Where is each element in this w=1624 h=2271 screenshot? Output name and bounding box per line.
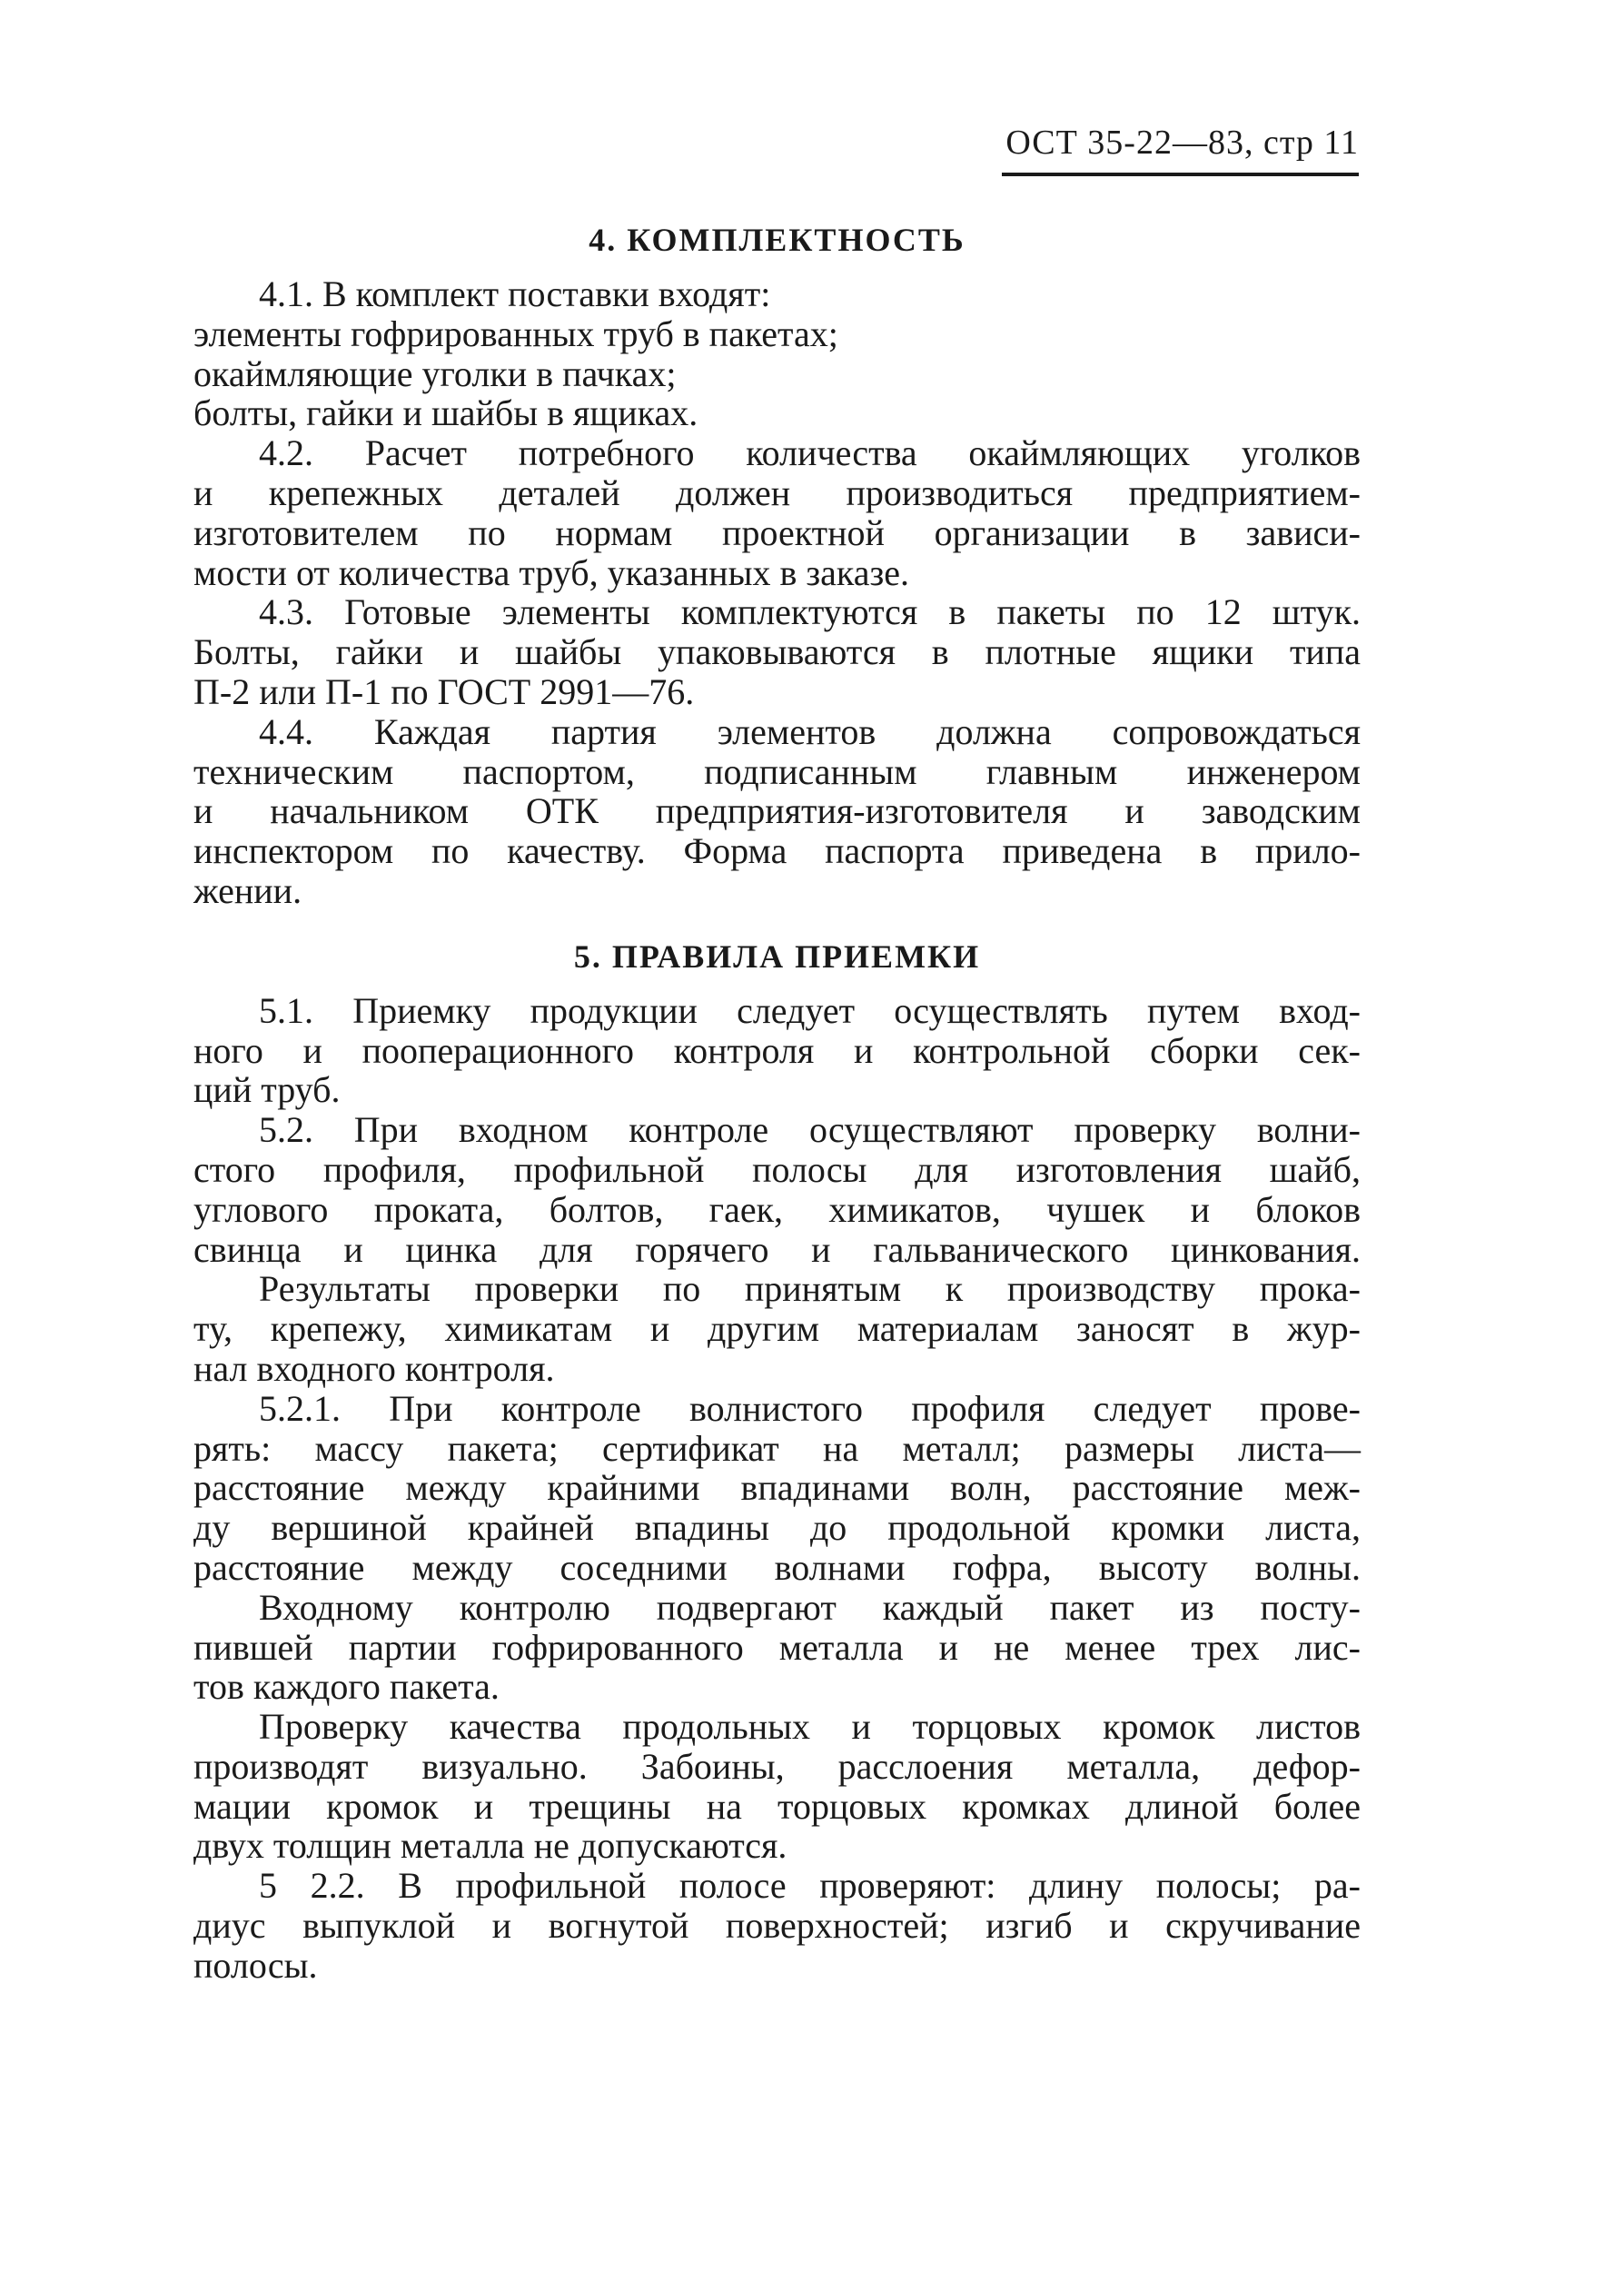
header-underline xyxy=(1002,173,1359,176)
text-line: Болты, гайки и шайбы упаковываются в плотные ящики типа xyxy=(193,631,1361,673)
text-line: изготовителем по нормам проектной организации в зависи- xyxy=(193,511,1361,553)
text-line: болты, гайки и шайбы в ящиках. xyxy=(193,392,698,434)
text-line: ту, крепежу, химикатам и другим материалам заносят в жур- xyxy=(193,1308,1361,1350)
text-line: и крепежных деталей должен производиться предприятием- xyxy=(193,471,1361,513)
text-line: нал входного контроля. xyxy=(193,1347,555,1389)
text-line: Проверку качества продольных и торцовых кромок листов xyxy=(259,1706,1361,1748)
text-line: двух толщин металла не допускаются. xyxy=(193,1825,787,1867)
text-line: 4.3. Готовые элементы комплектуются в пакеты по 12 штук. xyxy=(259,591,1361,633)
text-line: 4.4. Каждая партия элементов должна сопровождаться xyxy=(259,710,1361,752)
section-4-text xyxy=(193,274,1361,911)
document-body xyxy=(193,218,1361,1986)
text-line: тов каждого пакета. xyxy=(193,1666,500,1708)
text-line: мации кромок и трещины на торцовых кромках длиной более xyxy=(193,1785,1361,1827)
text-line: техническим паспортом, подписанным главным инженером xyxy=(193,750,1361,792)
section-5-title: 5. ПРАВИЛА ПРИЕМКИ xyxy=(573,937,981,975)
text-line: стого профиля, профильной полосы для изготовления шайб, xyxy=(193,1148,1361,1190)
text-line: ду вершиной крайней впадины до продольной кромки листа, xyxy=(193,1507,1361,1549)
section-4-title: 4. КОМПЛЕКТНОСТЬ xyxy=(589,222,965,258)
text-line: рять: массу пакета; сертификат на металл; размеры листа— xyxy=(193,1427,1361,1469)
text-line: 4.1. В комплект поставки входят: xyxy=(259,273,771,314)
text-line: 5 2.2. В профильной полосе проверяют: длину полосы; ра- xyxy=(259,1865,1361,1907)
text-line: ного и пооперационного контроля и контрольной сборки сек- xyxy=(193,1029,1361,1071)
text-line: Входному контролю подвергают каждый пакет из посту- xyxy=(259,1586,1361,1628)
text-line: диус выпуклой и вогнутой поверхностей; изгиб и скручивание xyxy=(193,1905,1361,1947)
text-line: расстояние между крайними впадинами волн, расстояние меж- xyxy=(193,1467,1361,1509)
section-5-text xyxy=(193,991,1361,1986)
text-line: П-2 или П-1 по ГОСТ 2991—76. xyxy=(193,670,695,712)
text-line: 5.1. Приемку продукции следует осуществлять путем вход- xyxy=(259,989,1361,1031)
text-line: 5.2.1. При контроле волнистого профиля следует прове- xyxy=(259,1387,1361,1429)
text-line: и начальником ОТК предприятия-изготовителя и заводским xyxy=(193,790,1361,832)
page-header: ОСТ 35-22—83, стр 11 xyxy=(1005,124,1359,162)
text-line: углового проката, болтов, гаек, химикатов, чушек и блоков xyxy=(193,1188,1361,1230)
text-line: жении. xyxy=(193,869,302,911)
text-line: производят визуально. Забоины, расслоения металла, дефор- xyxy=(193,1745,1361,1787)
text-line: 4.2. Расчет потребного количества окаймляющих уголков xyxy=(259,432,1361,474)
text-line: свинца и цинка для горячего и гальванического цинкования. xyxy=(193,1228,1361,1270)
text-line: Результаты проверки по принятым к производству прока- xyxy=(259,1268,1361,1310)
text-line: элементы гофрированных труб в пакетах; xyxy=(193,312,838,354)
text-line: ций труб. xyxy=(193,1069,341,1111)
text-line: расстояние между соседними волнами гофра, высоту волны. xyxy=(193,1546,1361,1588)
text-line: полосы. xyxy=(193,1944,318,1986)
text-line: мости от количества труб, указанных в заказе. xyxy=(193,551,910,593)
text-line: пившей партии гофрированного металла и не менее трех лис- xyxy=(193,1626,1361,1668)
text-line: инспектором по качеству. Форма паспорта приведена в прило- xyxy=(193,830,1361,872)
text-line: 5.2. При входном контроле осуществляют проверку волни- xyxy=(259,1109,1361,1151)
text-line: окаймляющие уголки в пачках; xyxy=(193,352,677,394)
